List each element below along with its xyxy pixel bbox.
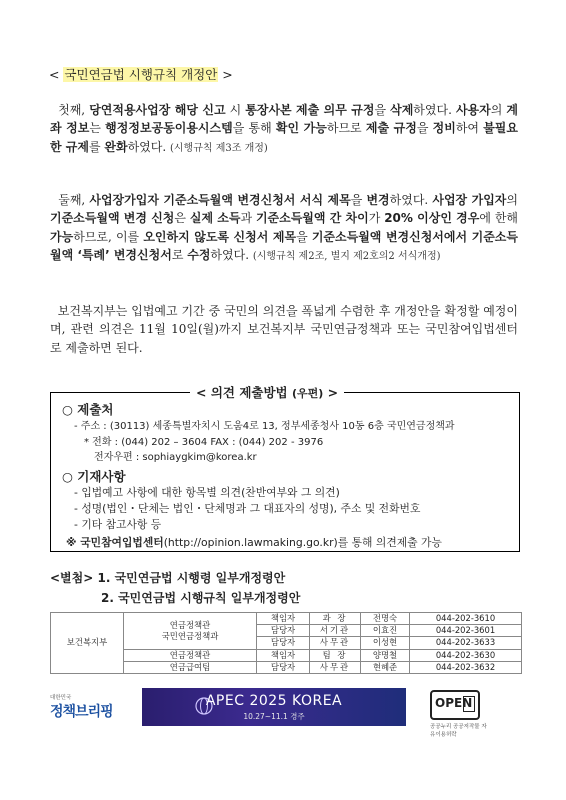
paragraph-second-change: 둘째, 사업장가입자 기준소득월액 변경신청서 서식 제목을 변경하였다. 사업장 가입자의 기준소득월액 변경 신청은 실제 소득과 기준소득월액 간 차이가 20% 이상인 경우에 한해 가능하므로, 이를 오인하지 않도록 신청서 제목을 기준소득월액 변경신청서에서 기준소득월액 ‘특례’ 변경신청서로 수정하였다. (시행규칙 제2조, 별지 제2호의2 서식개정)	[50, 193, 519, 262]
table-row: 담당자 서기관 이효진 044-202-3601	[51, 625, 522, 637]
table-row: 담당자 사무관 이성현 044-202-3633	[51, 637, 522, 649]
annex-list	[50, 568, 300, 608]
contact-phone: 044-202-3632	[410, 661, 522, 673]
submission-destination-heading: ○ 제출처	[62, 402, 114, 417]
section-title: 국민연금법 시행규칙 개정안	[64, 67, 218, 82]
contact-phone: 044-202-3633	[410, 637, 522, 649]
table-row: 연금정책관 책임자 팀 장 양명철 044-202-3630	[51, 649, 522, 661]
submission-address: - 주소 : (30113) 세종특별자치시 도움4로 13, 정부세종청사 10동 6층 국민연금정책과	[74, 421, 455, 432]
required-item: - 기타 참고사항 등	[74, 518, 162, 531]
contact-phone: 044-202-3601	[410, 625, 522, 637]
license-box-icon	[463, 696, 475, 712]
submission-phone-fax: * 전화 : (044) 202 – 3604 FAX : (044) 202 - 3976	[84, 437, 324, 448]
table-row: 보건복지부 연금정책관 국민연금정책과 책임자 과 장 전명숙 044-202-3610	[51, 613, 522, 625]
open-license-caption: 공공누리 공공저작물 자유이용허락	[430, 724, 487, 738]
regulation-reference: (시행규칙 제3조 개정)	[169, 142, 268, 154]
table-row: 연금급여팀 담당자 사무관 현혜준 044-202-3632	[51, 661, 522, 673]
annex-item: 1. 국민연금법 시행령 일부개정령안	[97, 571, 286, 585]
lawmaking-link[interactable]: (http://opinion.lawmaking.go.kr)를 통해 의견제출 가능	[163, 536, 442, 549]
contacts-table	[50, 612, 522, 674]
required-items-heading: ○ 기재사항	[62, 469, 126, 484]
contact-dept: 연금급여팀	[124, 661, 257, 673]
contact-org: 보건복지부	[51, 613, 124, 674]
contact-dept: 연금정책관 국민연금정책과	[124, 613, 257, 650]
annex-label: <별첨>	[50, 571, 94, 585]
required-item: - 입법예고 사항에 대한 항목별 의견(찬반여부와 그 의견)	[74, 486, 340, 499]
submission-email[interactable]: 전자우편 : sophiaygkim@korea.kr	[94, 452, 257, 463]
paragraph-submission-notice: 보건복지부는 입법예고 기간 중 국민의 의견을 폭넓게 수렴한 후 개정안을 확정할 예정이며, 관련 의견은 11월 10일(월)까지 보건복지부 국민연금정책과 또는 국민참여입법센터로 제출하면 된다.	[50, 304, 518, 355]
section-heading: < 국민연금법 시행규칙 개정안 >	[49, 67, 233, 82]
open-license-badge[interactable]: OPEN	[430, 690, 480, 720]
paragraph-first-change: 첫째, 당연적용사업장 해당 신고 시 통장사본 제출 의무 규정을 삭제하였다. 사용자의 계좌 정보는 행정정보공동이용시스템을 통해 확인 가능하므로 제출 규정을 정비하여 불필요한 규제를 완화하였다. (시행규칙 제3조 개정)	[50, 103, 518, 154]
apec-banner[interactable]: APEC 2025 KOREA 10.27~11.1 경주	[142, 688, 406, 726]
opinion-box-title: < 의견 제출방법 (우편) >	[190, 383, 344, 401]
annex-item: 2. 국민연금법 시행규칙 일부개정령안	[101, 591, 301, 605]
contact-phone: 044-202-3610	[410, 613, 522, 625]
required-item: - 성명(법인・단체는 법인・단체명과 그 대표자의 성명), 주소 및 전화번호	[74, 502, 421, 515]
korea-policy-briefing-logo[interactable]: 대한민국 정책브리핑	[50, 695, 113, 720]
regulation-reference: (시행규칙 제2조, 별지 제2호의2 서식개정)	[252, 250, 441, 262]
online-submission-note: ※ 국민참여입법센터(http://opinion.lawmaking.go.kr)를 통해 의견제출 가능	[66, 536, 442, 549]
contact-dept: 연금정책관	[124, 649, 257, 661]
contact-phone: 044-202-3630	[410, 649, 522, 661]
